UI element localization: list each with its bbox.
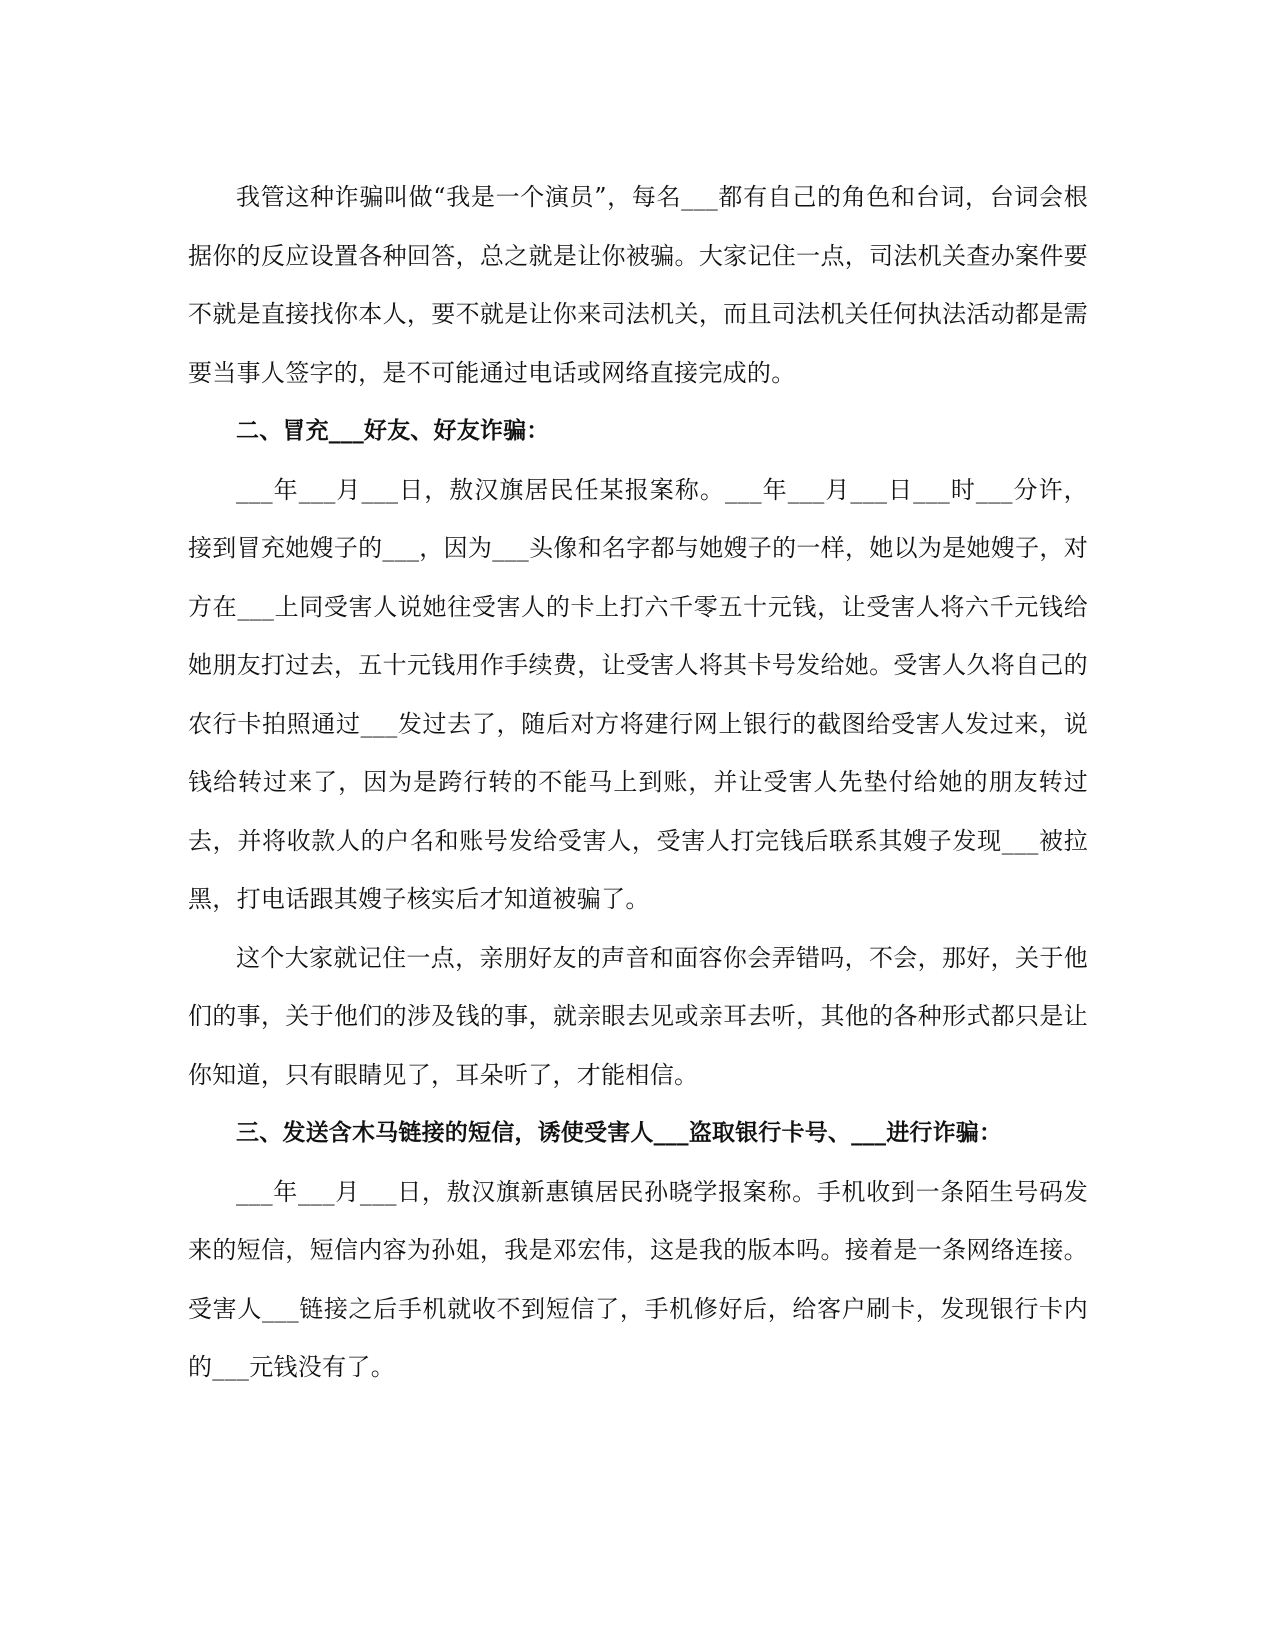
paragraph-trojan-sms-case: ___年___月___日，敖汉旗新惠镇居民孙晓学报案称。手机收到一条陌生号码发来的短信，短信内容为孙姐，我是邓宏伟，这是我的版本吗。接着是一条网络连接。受害人___链接之后手机就收不到短信了，手机修好后，给客户刷卡，发现银行卡内的___元钱没有了。 — [188, 1177, 1088, 1381]
document-body — [188, 168, 1088, 1397]
section-heading-trojan-sms: 三、发送含木马链接的短信，诱使受害人___盗取银行卡号、___进行诈骗： — [236, 1120, 1003, 1146]
paragraph-friend-scam-case: ___年___月___日，敖汉旗居民任某报案称。___年___月___日___时___分许，接到冒充她嫂子的___，因为___头像和名字都与她嫂子的一样，她以为是她嫂子，对方在___上同受害人说她往受害人的卡上打六千零五十元钱，让受害人将六千元钱给她朋友打过去，五十元钱用作手续费，让受害人将其卡号发给她。受害人久将自己的农行卡拍照通过___发过去了，随后对方将建行网上银行的截图给受害人发过来，说钱给转过来了，因为是跨行转的不能马上到账，并让受害人先垫付给她的朋友转过去，并将收款人的户名和账号发给受害人，受害人打完钱后联系其嫂子发现___被拉黑，打电话跟其嫂子核实后才知道被骗了。 — [188, 475, 1088, 913]
paragraph-actor-scam-advice: 我管这种诈骗叫做“我是一个演员”，每名___都有自己的角色和台词，台词会根据你的反应设置各种回答，总之就是让你被骗。大家记住一点，司法机关查办案件要不就是直接找你本人，要不就是让你来司法机关，而且司法机关任何执法活动都是需要当事人签字的，是不可能通过电话或网络直接完成的。 — [188, 183, 1088, 387]
section-heading-impersonating-friends: 二、冒充___好友、好友诈骗： — [236, 418, 550, 444]
paragraph-friend-scam-advice: 这个大家就记住一点，亲朋好友的声音和面容你会弄错吗，不会，那好，关于他们的事，关于他们的涉及钱的事，就亲眼去见或亲耳去听，其他的各种形式都只是让你知道，只有眼睛见了，耳朵听了，才能相信。 — [188, 943, 1088, 1089]
